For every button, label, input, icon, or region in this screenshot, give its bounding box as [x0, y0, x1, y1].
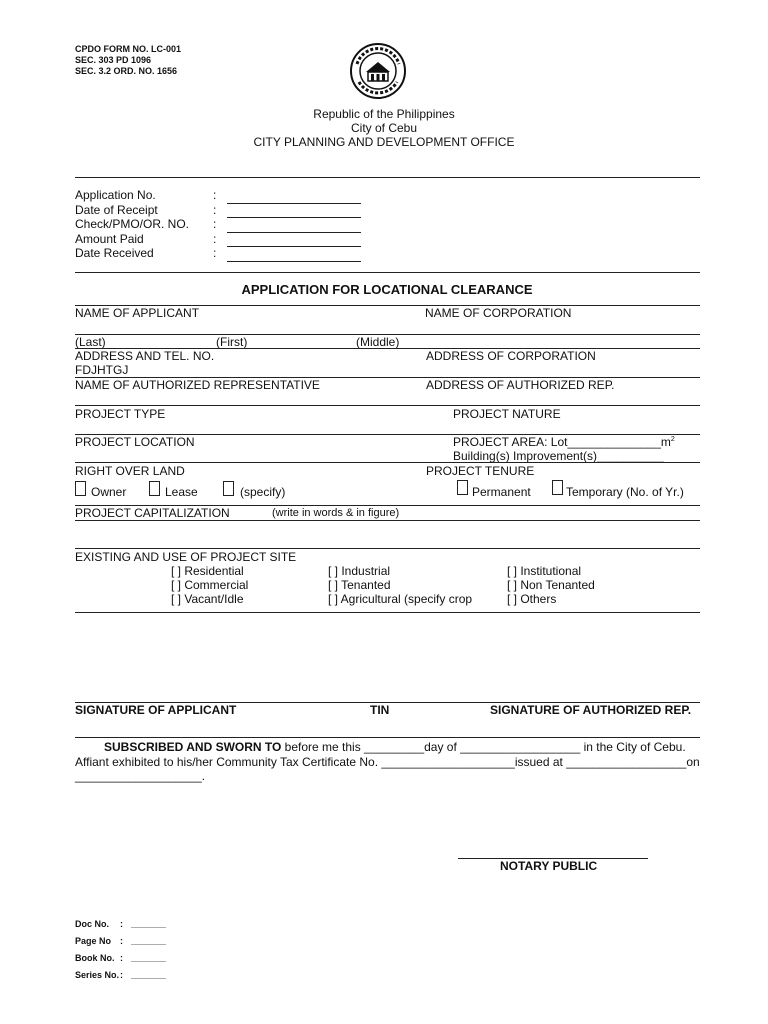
- tenanted-option[interactable]: [ ] Tenanted: [328, 578, 391, 592]
- commercial-option[interactable]: [ ] Commercial: [171, 578, 249, 592]
- footer-blanks: [131, 916, 166, 984]
- site-use-column-3: [507, 564, 595, 606]
- colon: :: [213, 188, 217, 202]
- address-tel-value[interactable]: FDJHTGJ: [75, 363, 129, 377]
- owner-checkbox[interactable]: [75, 481, 86, 496]
- project-tenure-label: PROJECT TENURE: [426, 464, 535, 478]
- project-area-text: PROJECT AREA: Lot______________m: [453, 435, 671, 449]
- divider: [75, 612, 700, 613]
- date-receipt-field[interactable]: [227, 217, 361, 218]
- oath-heading: SUBSCRIBED AND SWORN TO: [104, 740, 282, 754]
- book-no-field[interactable]: _______: [131, 953, 167, 963]
- form-number: CPDO FORM NO. LC-001: [75, 44, 182, 54]
- specify-checkbox[interactable]: [223, 481, 234, 496]
- building-improvement-label: Building(s) Improvement(s)__________: [453, 449, 664, 463]
- section-pd: SEC. 303 PD 1096: [75, 55, 152, 65]
- capitalization-field-line[interactable]: [75, 548, 700, 549]
- office-line: CITY PLANNING AND DEVELOPMENT OFFICE: [253, 135, 515, 149]
- separator: :: [120, 970, 123, 980]
- address-tel-label: ADDRESS AND TEL. NO.: [75, 349, 215, 363]
- section-ord: SEC. 3.2 ORD. NO. 1656: [75, 66, 178, 76]
- first-name-caption: (First): [216, 335, 248, 349]
- tin-label: TIN: [370, 703, 390, 717]
- divider: [75, 462, 700, 463]
- project-nature-label: PROJECT NATURE: [453, 407, 561, 421]
- receipt-label-date-received: Date Received: [75, 246, 154, 260]
- oath-line-3: ___________________.: [75, 769, 206, 783]
- name-applicant-label: NAME OF APPLICANT: [75, 306, 200, 320]
- receipt-colons: [213, 188, 216, 261]
- colon: :: [213, 217, 217, 231]
- lease-checkbox[interactable]: [149, 481, 160, 496]
- address-rep-label: ADDRESS OF AUTHORIZED REP.: [426, 378, 615, 392]
- permanent-label: Permanent: [472, 485, 531, 499]
- authorized-rep-label: NAME OF AUTHORIZED REPRESENTATIVE: [75, 378, 320, 392]
- oath-line-1-text: before me this _________day of __________________ in the City of Cebu.: [281, 740, 686, 754]
- square-superscript: 2: [670, 436, 675, 443]
- colon: :: [213, 231, 217, 246]
- lease-label: Lease: [165, 485, 198, 499]
- last-name-caption: (Last): [75, 335, 106, 349]
- city-seal-icon: [349, 42, 407, 100]
- application-no-field[interactable]: [227, 203, 361, 204]
- project-type-label: PROJECT TYPE: [75, 407, 166, 421]
- capitalization-note: (write in words & in figure): [272, 507, 400, 519]
- oath-line-1: [104, 740, 686, 754]
- city-line: City of Cebu: [350, 121, 418, 135]
- right-over-land-label: RIGHT OVER LAND: [75, 464, 185, 478]
- temporary-label: Temporary (No. of Yr.): [566, 485, 684, 499]
- name-corporation-label: NAME OF CORPORATION: [425, 306, 572, 320]
- form-title: APPLICATION FOR LOCATIONAL CLEARANCE: [241, 282, 533, 297]
- specify-label: (specify): [240, 485, 286, 499]
- doc-no-field[interactable]: _______: [131, 919, 167, 929]
- footer-labels: [75, 916, 119, 984]
- project-location-label: PROJECT LOCATION: [75, 435, 195, 449]
- middle-name-caption: (Middle): [356, 335, 400, 349]
- page-no-label: Page No: [75, 936, 112, 946]
- site-use-column-1: [171, 564, 248, 606]
- divider: [75, 177, 700, 178]
- separator: :: [120, 919, 123, 929]
- non-tenanted-option[interactable]: [ ] Non Tenanted: [507, 578, 595, 592]
- others-option[interactable]: [ ] Others: [507, 592, 557, 606]
- amount-paid-field[interactable]: [227, 246, 361, 247]
- project-area-label: [453, 435, 675, 449]
- oath-line-2: Affiant exhibited to his/her Community Tax Certificate No. ____________________issued at __________________on: [75, 755, 700, 769]
- site-use-column-2: [328, 564, 472, 606]
- colon: :: [213, 246, 217, 260]
- capitalization-label: PROJECT CAPITALIZATION: [75, 506, 230, 520]
- receipt-label-amount: Amount Paid: [75, 231, 144, 246]
- page-no-field[interactable]: _______: [131, 936, 167, 946]
- divider: [75, 737, 700, 738]
- divider: [75, 520, 700, 521]
- agricultural-option[interactable]: [ ] Agricultural (specify crop: [328, 592, 473, 606]
- divider: [75, 272, 700, 273]
- receipt-labels: [75, 188, 189, 261]
- divider: [75, 405, 700, 406]
- industrial-option[interactable]: [ ] Industrial: [328, 564, 391, 578]
- receipt-label-application: Application No.: [75, 188, 156, 202]
- address-corporation-label: ADDRESS OF CORPORATION: [426, 349, 596, 363]
- book-no-label: Book No.: [75, 953, 115, 963]
- date-received-field[interactable]: [227, 261, 361, 262]
- series-no-label: Series No.: [75, 970, 120, 980]
- separator: :: [120, 953, 123, 963]
- signature-rep-label: SIGNATURE OF AUTHORIZED REP.: [490, 703, 692, 717]
- existing-use-label: EXISTING AND USE OF PROJECT SITE: [75, 550, 297, 564]
- check-no-field[interactable]: [227, 232, 361, 233]
- owner-label: Owner: [91, 485, 127, 499]
- signature-applicant-label: SIGNATURE OF APPLICANT: [75, 703, 237, 717]
- doc-no-label: Doc No.: [75, 919, 110, 929]
- separator: :: [120, 936, 123, 946]
- permanent-checkbox[interactable]: [457, 480, 468, 495]
- receipt-label-check: Check/PMO/OR. NO.: [75, 217, 190, 231]
- republic-line: Republic of the Philippines: [313, 107, 455, 121]
- temporary-checkbox[interactable]: [552, 480, 563, 495]
- receipt-label-date-receipt: Date of Receipt: [75, 202, 158, 217]
- vacant-idle-option[interactable]: [ ] Vacant/Idle: [171, 592, 244, 606]
- footer-separators: [120, 916, 123, 984]
- institutional-option[interactable]: [ ] Institutional: [507, 564, 582, 578]
- series-no-field[interactable]: _______: [131, 970, 167, 980]
- notary-public-label: NOTARY PUBLIC: [500, 859, 598, 873]
- residential-option[interactable]: [ ] Residential: [171, 564, 244, 578]
- colon: :: [213, 202, 217, 217]
